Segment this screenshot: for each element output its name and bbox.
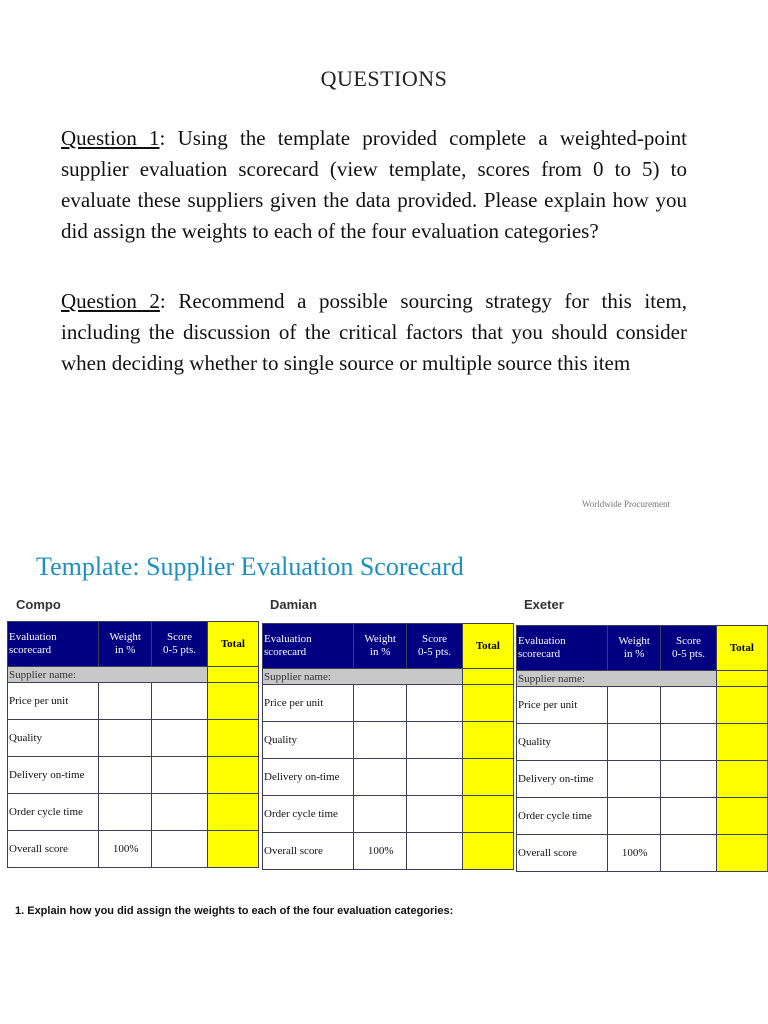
- total-cell: [207, 667, 258, 683]
- total-cell[interactable]: [716, 687, 767, 724]
- criterion-price: Price per unit: [263, 685, 354, 722]
- weight-cell[interactable]: [353, 722, 406, 759]
- weight-cell[interactable]: [98, 720, 151, 757]
- score-cell[interactable]: [407, 722, 462, 759]
- score-cell[interactable]: [407, 759, 462, 796]
- header-criteria: Evaluation scorecard: [8, 622, 99, 667]
- score-cell[interactable]: [152, 720, 207, 757]
- criterion-overall: Overall score: [517, 835, 608, 872]
- supplier-name-row: Supplier name:: [8, 667, 208, 683]
- total-cell[interactable]: [207, 683, 258, 720]
- total-cell[interactable]: [462, 833, 513, 870]
- header-score: Score 0-5 pts.: [661, 626, 716, 671]
- score-cell[interactable]: [152, 683, 207, 720]
- total-cell: [462, 669, 513, 685]
- footer-note: Worldwide Procurement: [582, 499, 671, 509]
- total-cell[interactable]: [207, 757, 258, 794]
- question-1: [61, 123, 687, 247]
- supplier-label-exeter: Exeter: [524, 597, 564, 612]
- criterion-order-cycle: Order cycle time: [263, 796, 354, 833]
- scorecard-exeter: [516, 625, 768, 872]
- supplier-label-compo: Compo: [16, 597, 61, 612]
- total-cell[interactable]: [462, 796, 513, 833]
- overall-weight: 100%: [607, 835, 660, 872]
- weight-cell[interactable]: [353, 796, 406, 833]
- weight-cell[interactable]: [98, 683, 151, 720]
- total-cell[interactable]: [716, 798, 767, 835]
- header-total: Total: [207, 622, 258, 667]
- criterion-quality: Quality: [263, 722, 354, 759]
- header-criteria: Evaluation scorecard: [517, 626, 608, 671]
- header-score: Score 0-5 pts.: [152, 622, 207, 667]
- criterion-delivery: Delivery on-time: [517, 761, 608, 798]
- total-cell[interactable]: [716, 761, 767, 798]
- score-cell[interactable]: [152, 757, 207, 794]
- scorecard-damian: [262, 623, 514, 870]
- criterion-order-cycle: Order cycle time: [8, 794, 99, 831]
- criterion-overall: Overall score: [263, 833, 354, 870]
- criterion-quality: Quality: [517, 724, 608, 761]
- weight-cell[interactable]: [98, 757, 151, 794]
- score-cell[interactable]: [661, 724, 716, 761]
- supplier-label-damian: Damian: [270, 597, 317, 612]
- total-cell[interactable]: [207, 720, 258, 757]
- total-cell[interactable]: [462, 685, 513, 722]
- criterion-delivery: Delivery on-time: [8, 757, 99, 794]
- weight-cell[interactable]: [607, 761, 660, 798]
- total-cell: [716, 671, 767, 687]
- score-cell[interactable]: [152, 831, 207, 868]
- overall-weight: 100%: [353, 833, 406, 870]
- question-2-text: : Recommend a possible sourcing strategy for this item, including the discussion of the critical factors that you should consider when deciding whether to single source or multiple source this item: [61, 289, 687, 375]
- supplier-name-row: Supplier name:: [517, 671, 717, 687]
- criterion-order-cycle: Order cycle time: [517, 798, 608, 835]
- header-weight: Weight in %: [607, 626, 660, 671]
- score-cell[interactable]: [661, 798, 716, 835]
- criterion-price: Price per unit: [8, 683, 99, 720]
- supplier-name-row: Supplier name:: [263, 669, 463, 685]
- total-cell[interactable]: [462, 759, 513, 796]
- total-cell[interactable]: [716, 724, 767, 761]
- criterion-price: Price per unit: [517, 687, 608, 724]
- total-cell[interactable]: [207, 831, 258, 868]
- weight-cell[interactable]: [607, 687, 660, 724]
- criterion-overall: Overall score: [8, 831, 99, 868]
- weight-cell[interactable]: [98, 794, 151, 831]
- score-cell[interactable]: [152, 794, 207, 831]
- header-criteria: Evaluation scorecard: [263, 624, 354, 669]
- total-cell[interactable]: [462, 722, 513, 759]
- score-cell[interactable]: [407, 796, 462, 833]
- header-total: Total: [462, 624, 513, 669]
- weight-cell[interactable]: [353, 759, 406, 796]
- header-weight: Weight in %: [353, 624, 406, 669]
- weight-cell[interactable]: [607, 724, 660, 761]
- question-2-label: Question 2: [61, 289, 160, 313]
- header-total: Total: [716, 626, 767, 671]
- weight-cell[interactable]: [353, 685, 406, 722]
- header-weight: Weight in %: [98, 622, 151, 667]
- total-cell[interactable]: [716, 835, 767, 872]
- criterion-quality: Quality: [8, 720, 99, 757]
- score-cell[interactable]: [407, 685, 462, 722]
- question-2: [61, 286, 687, 379]
- score-cell[interactable]: [407, 833, 462, 870]
- score-cell[interactable]: [661, 835, 716, 872]
- criterion-delivery: Delivery on-time: [263, 759, 354, 796]
- score-cell[interactable]: [661, 687, 716, 724]
- question-1-label: Question 1: [61, 126, 160, 150]
- template-title: Template: Supplier Evaluation Scorecard: [36, 552, 464, 581]
- score-cell[interactable]: [661, 761, 716, 798]
- header-score: Score 0-5 pts.: [407, 624, 462, 669]
- page-title: QUESTIONS: [320, 66, 448, 91]
- total-cell[interactable]: [207, 794, 258, 831]
- question-1-text: : Using the template provided complete a weighted-point supplier evaluation scorecard (view template, scores from 0 to 5) to evaluate these suppliers given the data provided. Please explain how you did assign the weights to each of the four evaluation categories?: [61, 126, 687, 243]
- bottom-question: 1. Explain how you did assign the weights to each of the four evaluation categories:: [15, 905, 454, 917]
- scorecard-compo: [7, 621, 259, 868]
- weight-cell[interactable]: [607, 798, 660, 835]
- overall-weight: 100%: [98, 831, 151, 868]
